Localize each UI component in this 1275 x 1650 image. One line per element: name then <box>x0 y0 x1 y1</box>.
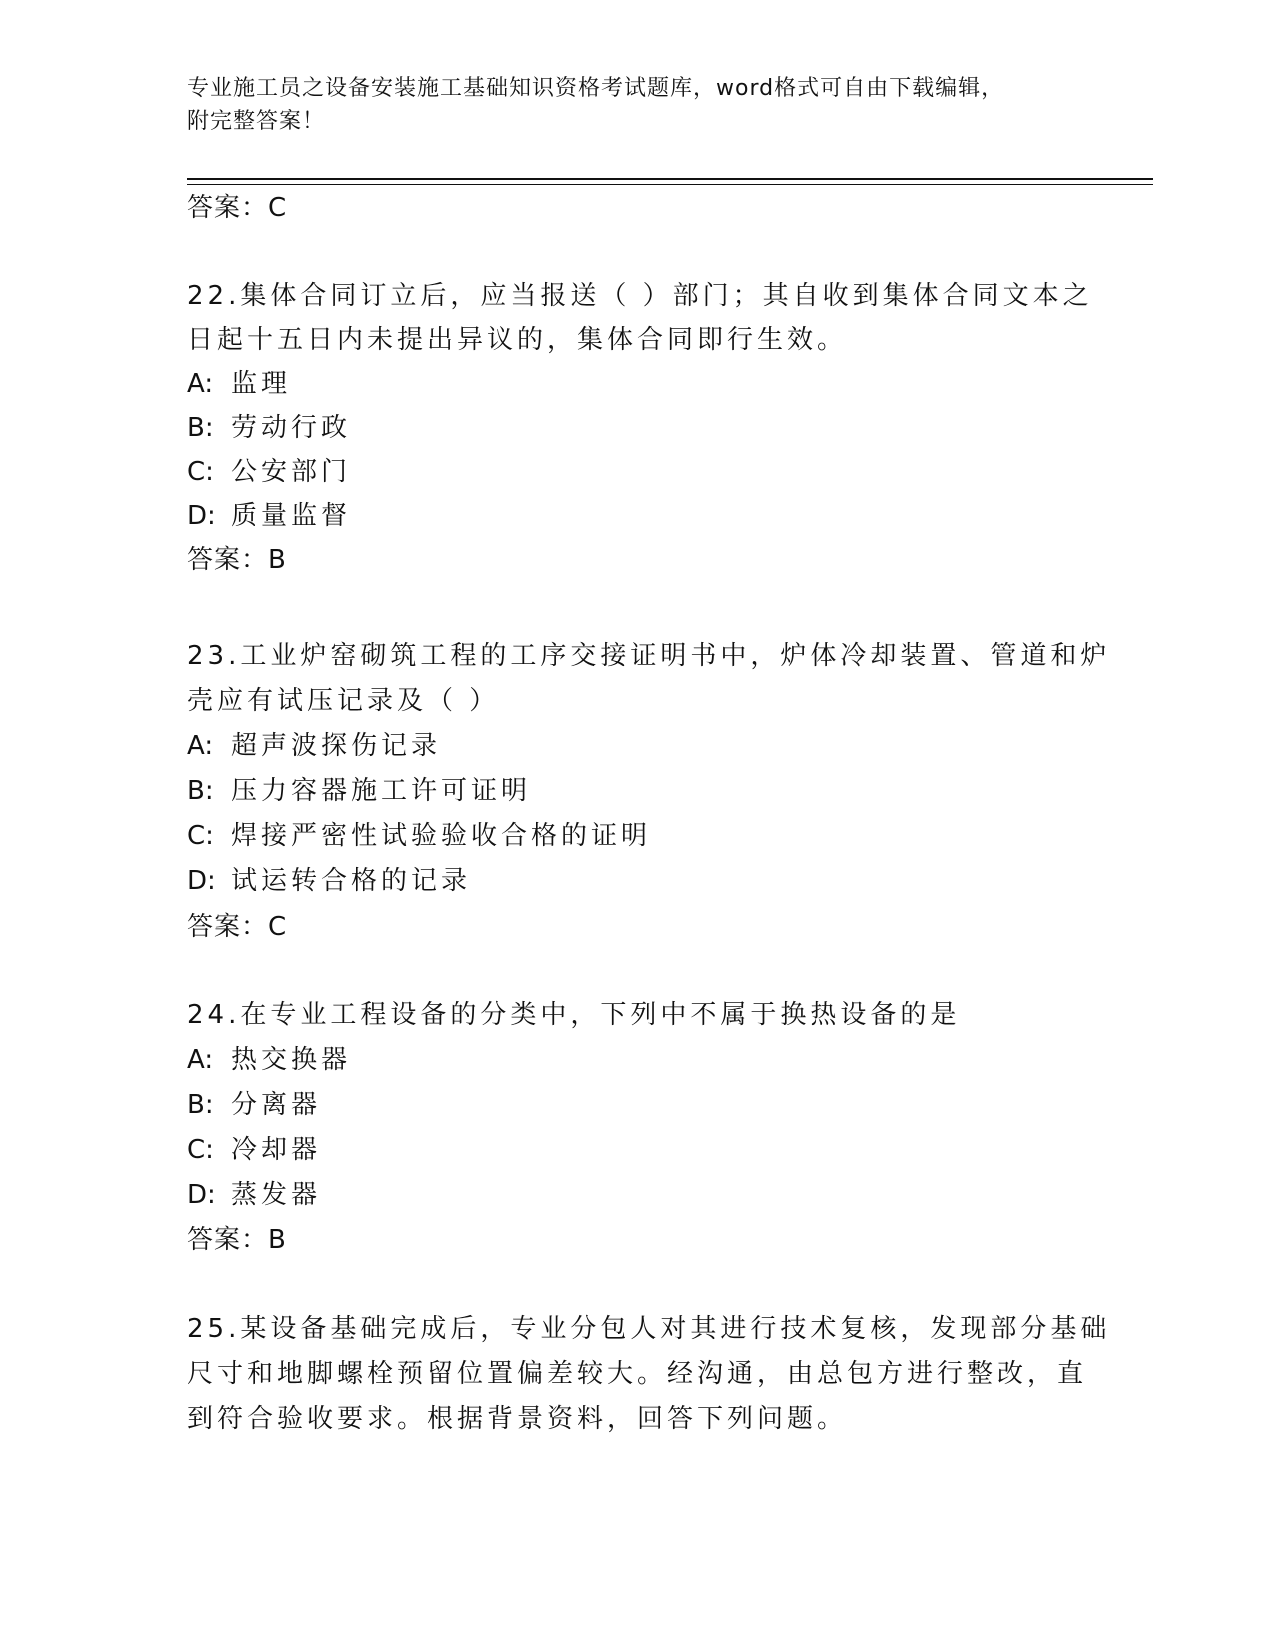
option-letter: A: <box>187 1045 214 1075</box>
question-25-line-1: 25.某设备基础完成后，专业分包人对其进行技术复核，发现部分基础 <box>187 1314 1111 1344</box>
question-22-option-c <box>187 457 351 487</box>
option-text: 质量监督 <box>231 501 352 531</box>
header-divider-thick <box>187 178 1153 180</box>
header-line-2: 附完整答案！ <box>187 109 326 134</box>
question-24-line-1: 24.在专业工程设备的分类中，下列中不属于换热设备的是 <box>187 1000 961 1030</box>
question-24-option-d <box>187 1180 321 1210</box>
question-22-option-d <box>187 501 351 531</box>
option-text: 焊接严密性试验验收合格的证明 <box>231 821 652 851</box>
option-text: 超声波探伤记录 <box>231 731 442 761</box>
question-23-line-1: 23.工业炉窑砌筑工程的工序交接证明书中，炉体冷却装置、管道和炉 <box>187 641 1111 671</box>
option-text: 试运转合格的记录 <box>231 866 472 896</box>
question-24-option-a <box>187 1045 351 1075</box>
question-23-line-2: 壳应有试压记录及（ ） <box>187 686 500 716</box>
option-text: 劳动行政 <box>231 413 352 443</box>
option-letter: C: <box>187 821 214 851</box>
option-text: 压力容器施工许可证明 <box>231 776 532 806</box>
option-text: 冷却器 <box>231 1135 322 1165</box>
option-letter: C: <box>187 1135 214 1165</box>
question-22-option-b <box>187 413 351 443</box>
question-22-line-2: 日起十五日内未提出异议的，集体合同即行生效。 <box>187 325 848 355</box>
question-23-option-c <box>187 821 651 851</box>
header-divider-thin <box>187 184 1153 185</box>
question-25-line-3: 到符合验收要求。根据背景资料，回答下列问题。 <box>187 1404 848 1434</box>
question-24-option-c <box>187 1135 321 1165</box>
question-23-option-d <box>187 866 471 896</box>
answer-q23: 答案：C <box>187 912 288 942</box>
option-letter: A: <box>187 731 214 761</box>
option-letter: B: <box>187 776 214 806</box>
option-letter: D: <box>187 501 216 531</box>
option-letter: D: <box>187 1180 216 1210</box>
question-23-option-a <box>187 731 441 761</box>
question-24-option-b <box>187 1090 321 1120</box>
option-text: 监理 <box>231 369 292 399</box>
option-text: 热交换器 <box>231 1045 352 1075</box>
option-letter: B: <box>187 1090 214 1120</box>
question-22-option-a <box>187 369 291 399</box>
page-header <box>187 72 1067 138</box>
question-22-line-1: 22.集体合同订立后，应当报送（ ）部门；其自收到集体合同文本之 <box>187 281 1093 311</box>
option-text: 公安部门 <box>231 457 352 487</box>
question-25-line-2: 尺寸和地脚螺栓预留位置偏差较大。经沟通，由总包方进行整改，直 <box>187 1359 1088 1389</box>
option-letter: D: <box>187 866 216 896</box>
answer-q21: 答案：C <box>187 193 288 223</box>
option-letter: A: <box>187 369 214 399</box>
answer-q24: 答案：B <box>187 1225 287 1255</box>
header-line-1: 专业施工员之设备安装施工基础知识资格考试题库，word格式可自由下载编辑， <box>187 76 1005 101</box>
option-text: 蒸发器 <box>231 1180 322 1210</box>
question-23-option-b <box>187 776 531 806</box>
answer-q22: 答案：B <box>187 545 287 575</box>
option-letter: B: <box>187 413 214 443</box>
option-text: 分离器 <box>231 1090 322 1120</box>
option-letter: C: <box>187 457 214 487</box>
